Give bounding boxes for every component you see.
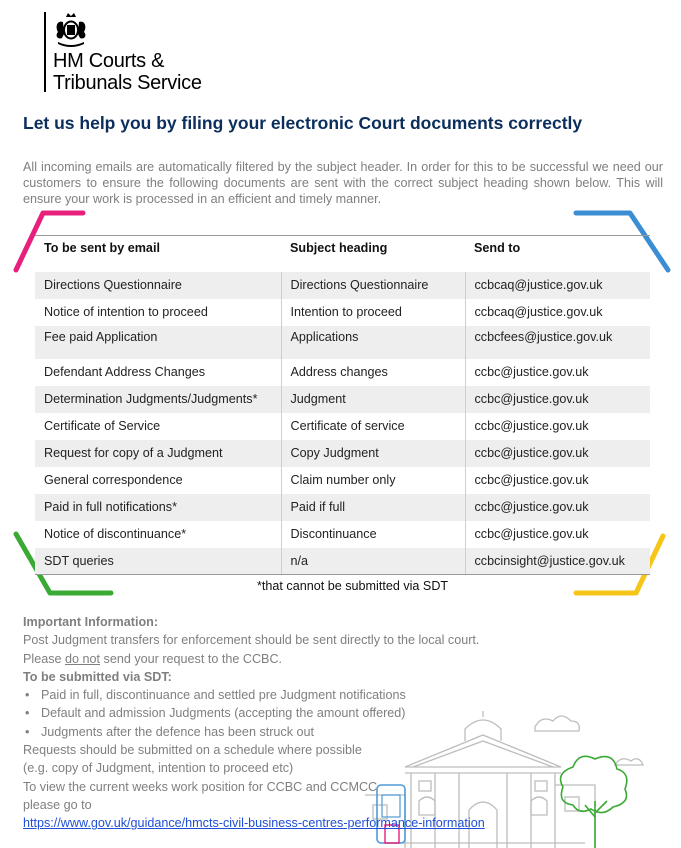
table-row <box>35 494 650 521</box>
email-cell: ccbc@justice.gov.uk <box>465 386 650 413</box>
subject-cell: Intention to proceed <box>281 299 465 326</box>
subject-cell: Claim number only <box>281 467 465 494</box>
subject-cell: Applications <box>281 326 465 359</box>
page-title: Let us help you by filing your electronic Court documents correctly <box>23 113 583 133</box>
info-line-work-position: To view the current weeks work position for CCBC and CCMCC <box>23 779 378 794</box>
logo-name <box>53 50 202 94</box>
table-row <box>35 521 650 548</box>
document-cell: Determination Judgments/Judgments* <box>35 386 281 413</box>
document-cell: SDT queries <box>35 548 281 575</box>
table-row <box>35 548 650 575</box>
info-line-example: (e.g. copy of Judgment, intention to proceed etc) <box>23 761 294 776</box>
table-row <box>35 467 650 494</box>
email-cell: ccbcinsight@justice.gov.uk <box>465 548 650 575</box>
email-cell: ccbc@justice.gov.uk <box>465 440 650 467</box>
logo-bar <box>44 12 46 92</box>
document-cell: Notice of intention to proceed <box>44 305 208 319</box>
col-header-send-to: Send to <box>465 236 650 272</box>
subject-cell: Certificate of service <box>281 413 465 440</box>
subject-cell: Copy Judgment <box>281 440 465 467</box>
document-cell: Paid in full notifications* <box>35 494 281 521</box>
document-cell: General correspondence <box>44 473 183 487</box>
intro-paragraph: All incoming emails are automatically filtered by the subject header. In order for this to be successful we need our customers to ensure the following documents are sent with the correct subject heading shown below. This will ensure your work is processed in an efficient and timely manner. <box>23 160 663 206</box>
info-line-ccbc <box>23 650 583 668</box>
do-not-emphasis: do not <box>65 651 101 666</box>
document-cell: Request for copy of a Judgment <box>35 440 281 467</box>
info-line-post-judgment: Post Judgment transfers for enforcement should be sent directly to the local court. <box>23 633 480 648</box>
table-row <box>35 386 650 413</box>
subject-cell: Paid if full <box>281 494 465 521</box>
table-footnote: *that cannot be submitted via SDT <box>257 579 449 593</box>
document-cell: Notice of discontinuance* <box>44 527 187 541</box>
table-header-row <box>35 236 650 272</box>
list-item: • Paid in full, discontinuance and settled pre Judgment notifications <box>23 686 583 704</box>
performance-information-link[interactable]: https://www.gov.uk/guidance/hmcts-civil-business-centres-performance-information <box>23 816 485 831</box>
sdt-list <box>23 686 583 741</box>
table-row <box>35 272 650 299</box>
info-line-go-to: please go to <box>23 797 92 812</box>
email-cell: ccbc@justice.gov.uk <box>465 467 650 494</box>
list-item: • Default and admission Judgments (accepting the amount offered) <box>23 704 583 722</box>
email-cell: ccbc@justice.gov.uk <box>465 521 650 548</box>
document-cell: Defendant Address Changes <box>44 365 206 379</box>
email-cell: ccbc@justice.gov.uk <box>465 494 650 521</box>
info-line-ccbc-post: send your request to the CCBC. <box>100 651 283 666</box>
table-row <box>35 359 650 386</box>
table-row <box>35 440 650 467</box>
email-cell: ccbc@justice.gov.uk <box>465 359 650 386</box>
table-row <box>35 413 650 440</box>
email-cell: ccbc@justice.gov.uk <box>465 413 650 440</box>
subject-cell: Discontinuance <box>281 521 465 548</box>
document-cell: Fee paid Application <box>35 326 281 359</box>
table-row <box>35 299 650 326</box>
list-item: • Judgments after the defence has been struck out <box>23 723 583 741</box>
subject-cell: Address changes <box>281 359 465 386</box>
col-header-document: To be sent by email <box>35 236 281 272</box>
email-cell: ccbcaq@justice.gov.uk <box>465 272 650 299</box>
table-row <box>35 326 650 359</box>
sdt-heading: To be submitted via SDT: <box>23 669 172 684</box>
email-cell: ccbcaq@justice.gov.uk <box>465 299 650 326</box>
info-line-schedule: Requests should be submitted on a schedule where possible <box>23 743 362 758</box>
info-heading: Important Information: <box>23 615 159 629</box>
logo-line-2: Tribunals Service <box>53 72 202 94</box>
important-information <box>23 613 583 833</box>
subject-cell: Judgment <box>281 386 465 413</box>
email-routing-table <box>35 235 650 575</box>
email-cell: ccbcfees@justice.gov.uk <box>465 326 650 359</box>
document-cell: Directions Questionnaire <box>35 272 281 299</box>
col-header-subject: Subject heading <box>281 236 465 272</box>
info-line-ccbc-pre: Please <box>23 651 66 666</box>
royal-crest-icon <box>52 12 90 48</box>
subject-cell: Directions Questionnaire <box>281 272 465 299</box>
subject-cell: n/a <box>281 548 465 575</box>
logo-line-1: HM Courts & <box>53 50 165 72</box>
document-cell: Certificate of Service <box>44 419 161 433</box>
